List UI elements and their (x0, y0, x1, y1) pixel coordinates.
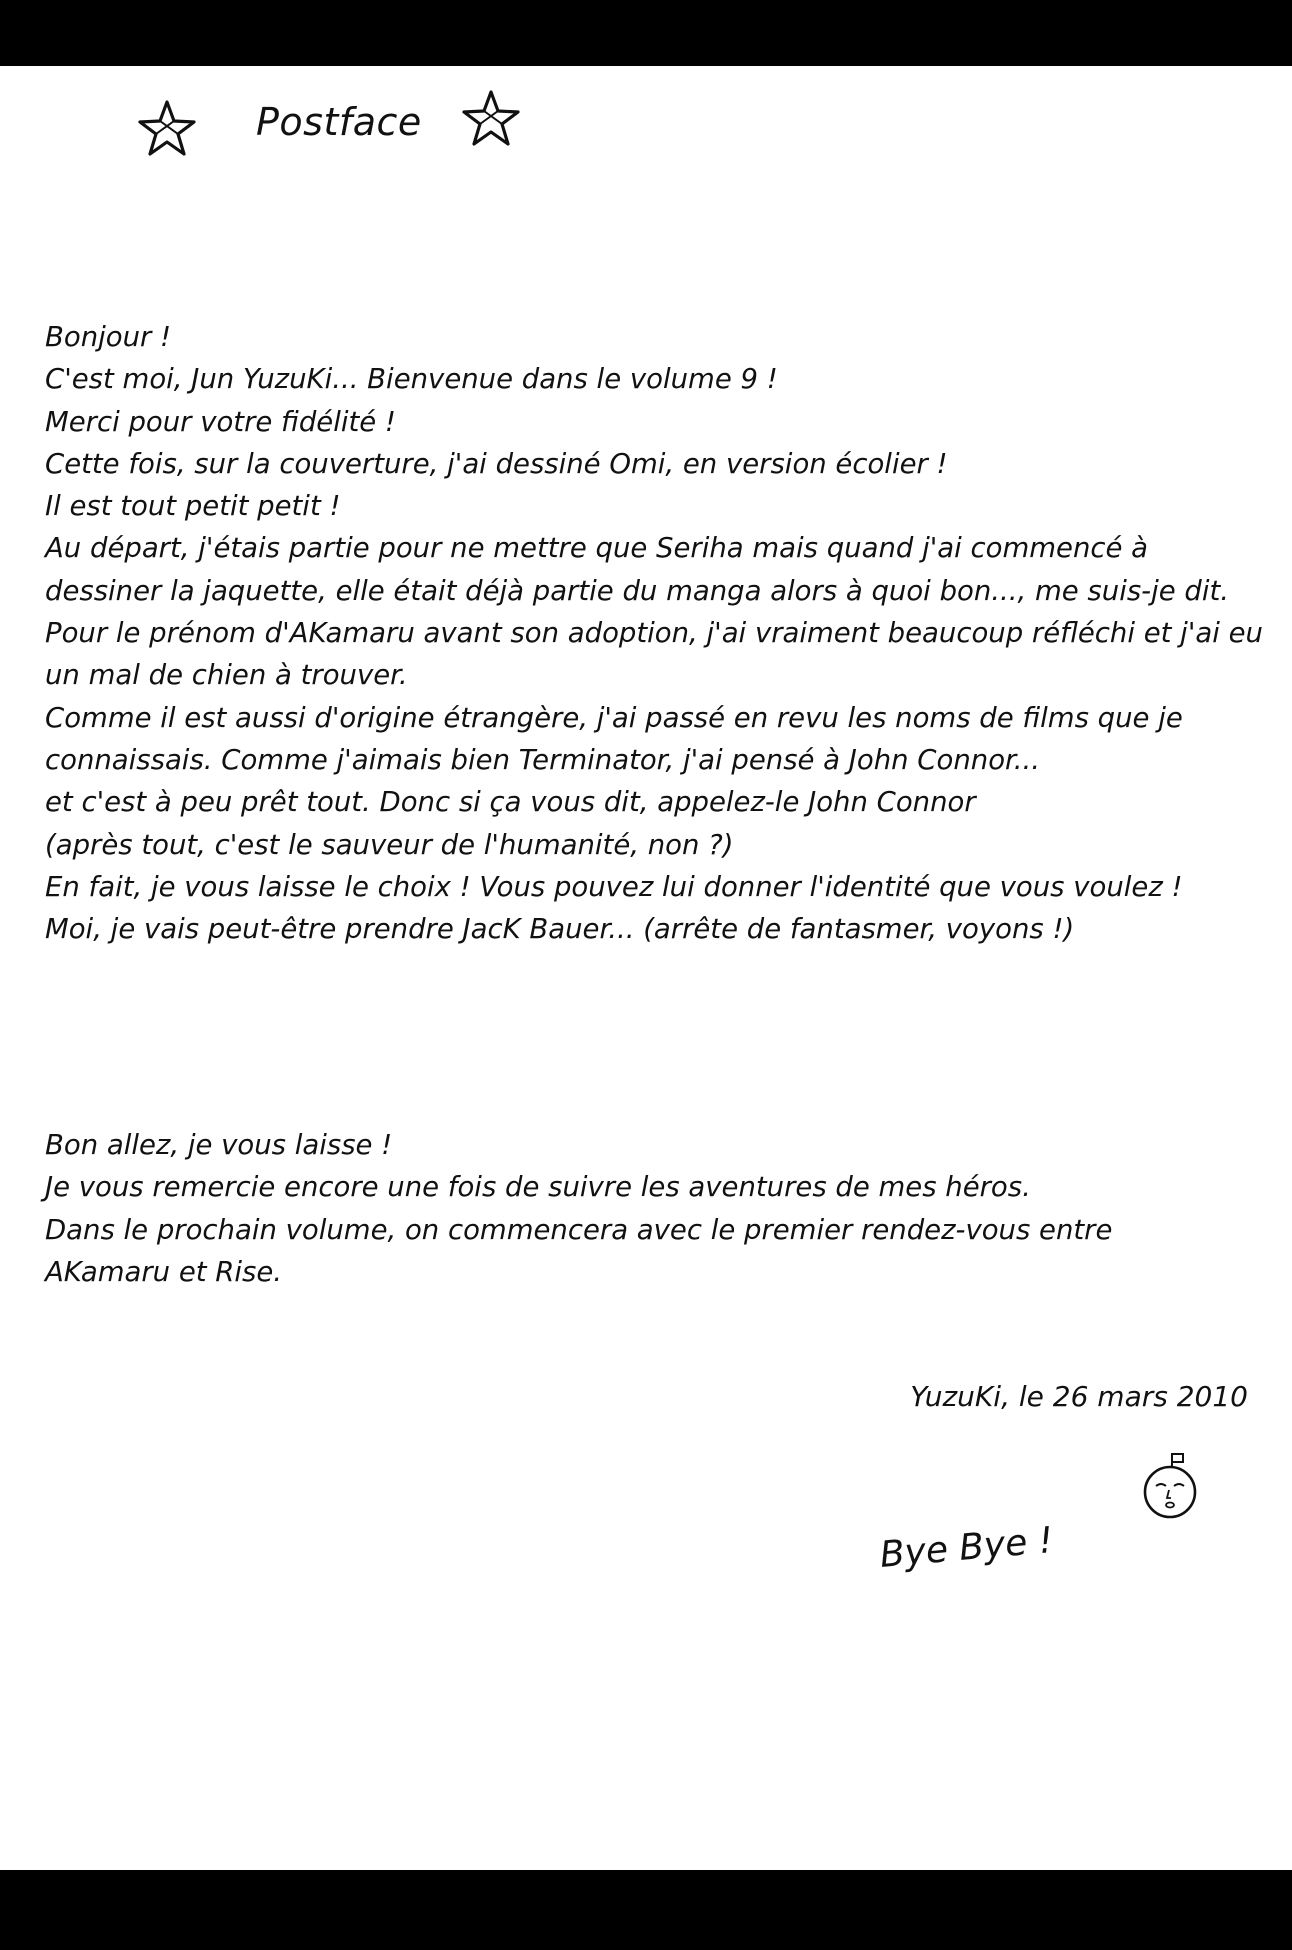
closing-line: Je vous remercie encore une fois de suivre les aventures de mes héros. (45, 1171, 1031, 1204)
bottom-black-bar (0, 1870, 1292, 1950)
letter-line: Bonjour ! (45, 321, 172, 353)
letter-line: En fait, je vous laisse le choix ! Vous pouvez lui donner l'identité que vous voulez ! (45, 870, 1183, 903)
closing-line: AKamaru et Rise. (45, 1255, 283, 1288)
closing-paragraph (45, 1124, 1255, 1293)
page-title: Postface (256, 100, 422, 144)
star-icon (136, 98, 198, 160)
closing-line: Dans le prochain volume, on commencera avec le premier rendez-vous entre (45, 1213, 1113, 1246)
signature-date: YuzuKi, le 26 mars 2010 (910, 1380, 1248, 1413)
closing-line: Bon allez, je vous laisse ! (45, 1129, 393, 1161)
letter-line: Comme il est aussi d'origine étrangère, j'ai passé en revu les noms de films que je (45, 701, 1183, 734)
letter-line: un mal de chien à trouver. (45, 659, 408, 692)
letter-line: (après tout, c'est le sauveur de l'humanité, non ?) (45, 828, 734, 861)
letter-line: Cette fois, sur la couverture, j'ai dessiné Omi, en version écolier ! (45, 447, 948, 480)
letter-line: dessiner la jaquette, elle était déjà partie du manga alors à quoi bon..., me suis-je dit. (45, 574, 1230, 607)
letter-line: Merci pour votre fidélité ! (45, 405, 396, 438)
star-icon (460, 88, 522, 150)
letter-line: et c'est à peu prêt tout. Donc si ça vous dit, appelez-le John Connor (45, 786, 976, 819)
letter-body (45, 316, 1263, 950)
face-doodle-icon (1138, 1452, 1202, 1520)
top-black-bar (0, 0, 1292, 66)
letter-line: C'est moi, Jun YuzuKi... Bienvenue dans le volume 9 ! (45, 363, 778, 396)
farewell-text: Bye Bye ! (878, 1519, 1055, 1576)
letter-line: connaissais. Comme j'aimais bien Terminator, j'ai pensé à John Connor... (45, 743, 1041, 776)
title-row (130, 88, 550, 168)
letter-line: Au départ, j'étais partie pour ne mettre que Seriha mais quand j'ai commencé à (45, 532, 1149, 565)
letter-line: Pour le prénom d'AKamaru avant son adoption, j'ai vraiment beaucoup réfléchi et j'ai eu (45, 617, 1263, 650)
letter-line: Moi, je vais peut-être prendre JacK Bauer... (arrête de fantasmer, voyons !) (45, 913, 1075, 946)
letter-line: Il est tout petit petit ! (45, 490, 341, 523)
